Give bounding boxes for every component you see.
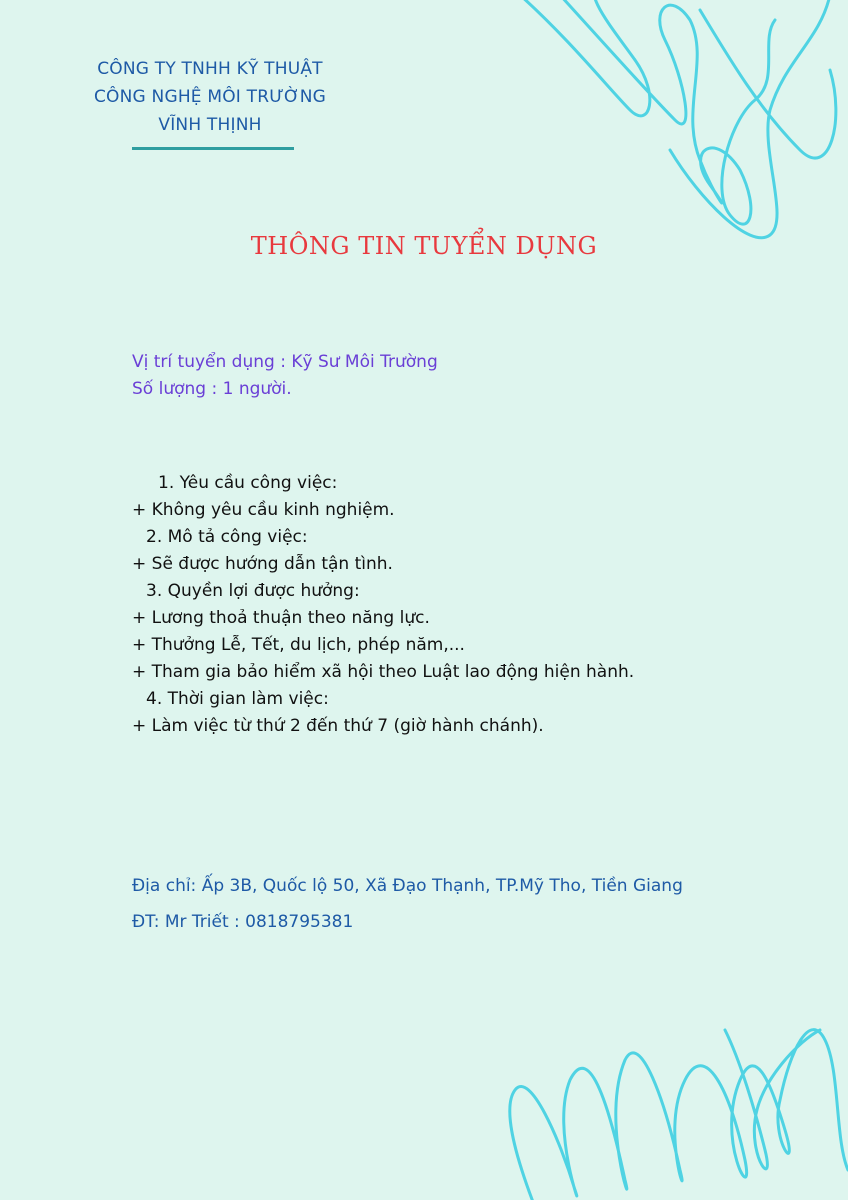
list-item: + Tham gia bảo hiểm xã hội theo Luật lao động hiện hành. xyxy=(132,662,635,682)
job-position: Vị trí tuyển dụng : Kỹ Sư Môi Trường xyxy=(132,352,438,372)
section-heading-description: 2. Mô tả công việc: xyxy=(146,527,308,547)
decorative-scribble-bottom xyxy=(500,1020,848,1200)
page-title: THÔNG TIN TUYỂN DỤNG xyxy=(250,232,598,260)
list-item: + Sẽ được hướng dẫn tận tình. xyxy=(132,554,393,574)
job-quantity: Số lượng : 1 người. xyxy=(132,379,292,399)
list-item: + Làm việc từ thứ 2 đến thứ 7 (giờ hành chánh). xyxy=(132,716,544,736)
company-name-line3: VĨNH THỊNH xyxy=(158,115,262,135)
section-heading-requirements: 1. Yêu cầu công việc: xyxy=(158,473,338,493)
contact-phone: ĐT: Mr Triết : 0818795381 xyxy=(132,912,354,932)
company-divider xyxy=(132,147,294,150)
company-name-line1: CÔNG TY TNHH KỸ THUẬT xyxy=(97,59,323,79)
contact-address: Địa chỉ: Ấp 3B, Quốc lộ 50, Xã Đạo Thạnh, TP.Mỹ Tho, Tiền Giang xyxy=(132,876,683,896)
section-heading-working-time: 4. Thời gian làm việc: xyxy=(146,689,329,709)
job-details xyxy=(132,470,634,740)
section-heading-benefits: 3. Quyền lợi được hưởng: xyxy=(146,581,360,601)
decorative-scribble-top xyxy=(500,0,848,250)
company-name-line2: CÔNG NGHỆ MÔI TRƯỜNG xyxy=(93,87,327,107)
company-name xyxy=(60,55,360,139)
list-item: + Thưởng Lễ, Tết, du lịch, phép năm,... xyxy=(132,635,465,655)
list-item: + Không yêu cầu kinh nghiệm. xyxy=(132,500,395,520)
list-item: + Lương thoả thuận theo năng lực. xyxy=(132,608,430,628)
contact-info xyxy=(132,868,683,940)
job-summary xyxy=(132,349,438,403)
